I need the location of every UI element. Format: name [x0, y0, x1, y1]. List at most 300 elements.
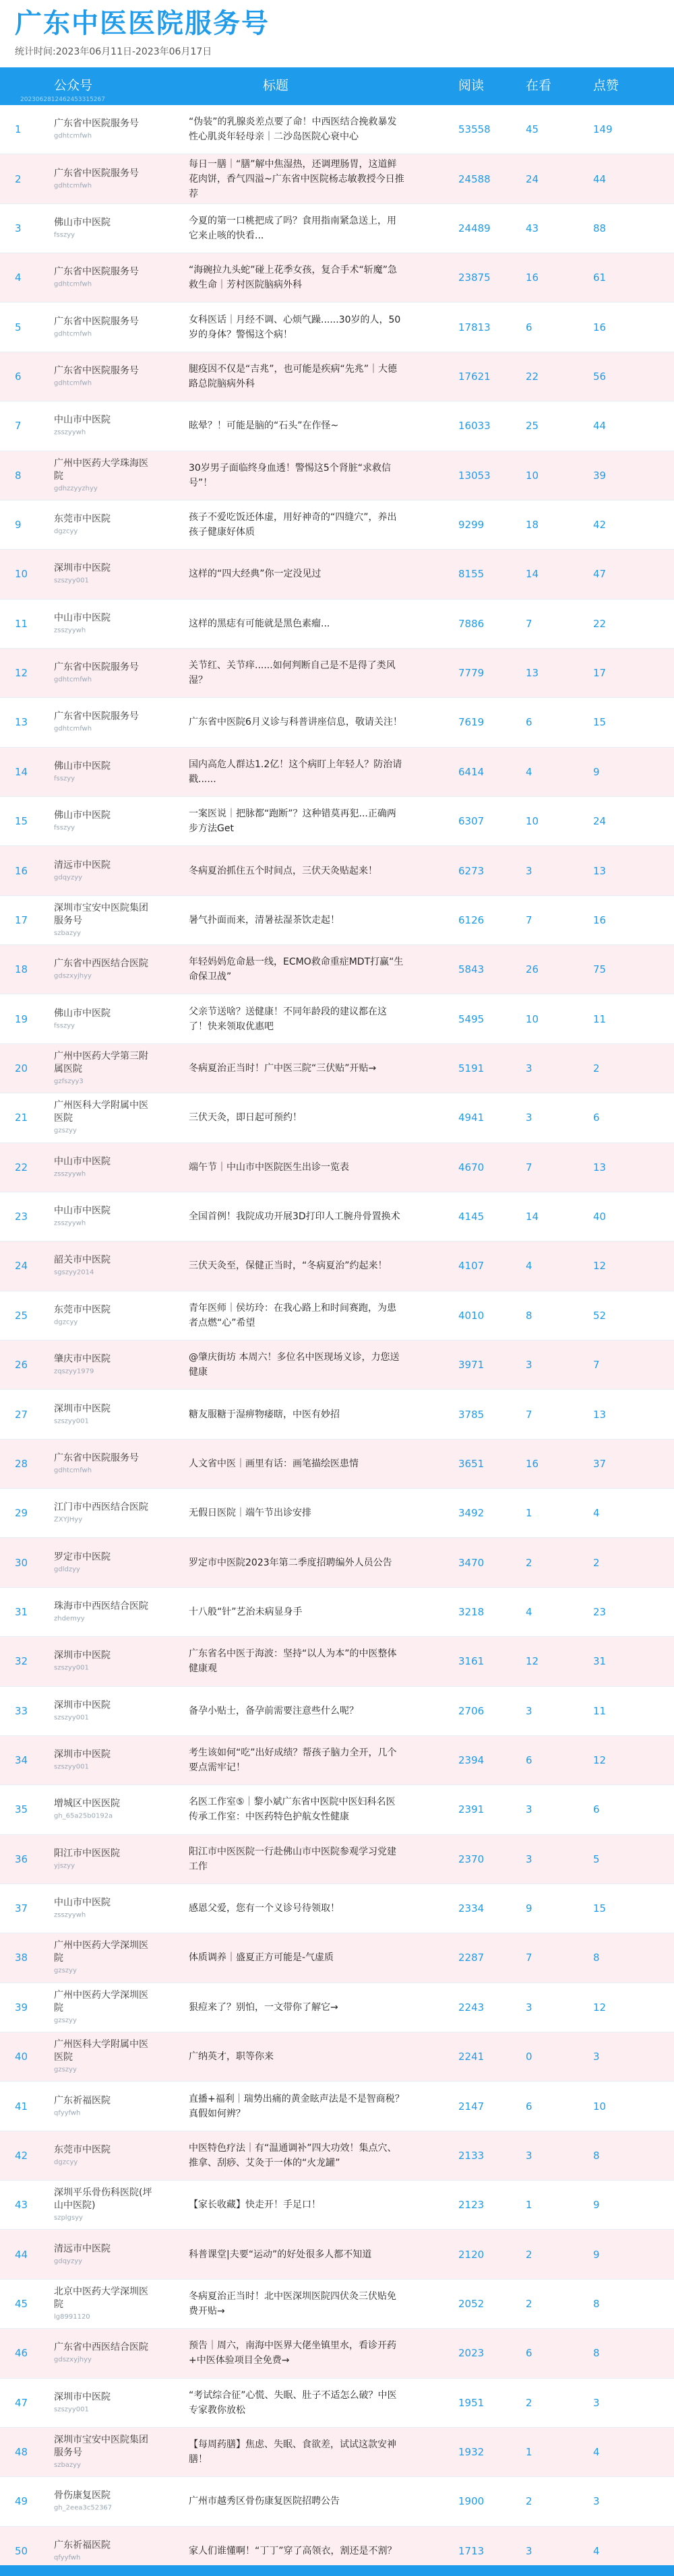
col-likes: 点赞: [593, 78, 619, 93]
account-name: 中山市中医院: [54, 1205, 111, 1217]
likes-count: 3: [593, 2495, 600, 2508]
account-cell: [54, 1155, 155, 1179]
rank-number: 34: [15, 1754, 28, 1767]
reads-count: 1713: [458, 2544, 485, 2557]
article-title: 家人们谁懂啊！“丁丁”穿了高领衣，割还是不割？: [189, 2545, 397, 2556]
account-name: 广东省中医院服务号: [54, 266, 139, 278]
reads-count: 5191: [458, 1062, 485, 1074]
rank-number: 19: [15, 1012, 28, 1025]
account-cell: [54, 315, 155, 339]
likes-count: 9: [593, 2248, 600, 2261]
table-row: [0, 1291, 674, 1341]
table-row: [0, 1489, 674, 1538]
table-row: [0, 2477, 674, 2526]
table-row: [0, 2428, 674, 2477]
account-name: 中山市中医院: [54, 1156, 111, 1167]
rank-number: 23: [15, 1211, 28, 1223]
article-title: 冬病夏治抓住五个时间点，三伏天灸贴起来！: [189, 865, 377, 876]
account-id: qfyyfwh: [54, 2554, 81, 2562]
zaikan-count: 9: [526, 1902, 532, 1915]
rank-number: 21: [15, 1112, 28, 1124]
rank-number: 25: [15, 1309, 28, 1322]
account-cell: [54, 118, 155, 141]
likes-count: 7: [593, 1359, 600, 1372]
rank-number: 3: [15, 222, 22, 234]
account-id: gdszxyjhyy: [54, 2356, 92, 2364]
table-row: [0, 253, 674, 302]
rank-number: 4: [15, 271, 22, 284]
rank-number: 11: [15, 617, 28, 630]
account-name: 深圳市宝安中医院集团服务号: [54, 2435, 148, 2459]
article-title: 孩子不爱吃饭还体虚，用好神奇的“四缝穴”，养出孩子健康好体质: [189, 512, 397, 538]
col-reads: 阅读: [458, 78, 485, 93]
table-row: [0, 550, 674, 599]
article-title: 青年医师｜侯坊玲：在我心路上和时间赛跑，为患者点燃“心”希望: [189, 1302, 396, 1328]
reads-count: 4010: [458, 1309, 485, 1322]
zaikan-count: 3: [526, 1803, 532, 1816]
likes-count: 52: [593, 1309, 607, 1322]
rank-number: 17: [15, 913, 28, 926]
account-cell: [54, 1939, 155, 1976]
reads-count: 7619: [458, 716, 485, 729]
account-cell: [54, 859, 155, 882]
rank-number: 5: [15, 321, 22, 333]
likes-count: 11: [593, 1704, 607, 1717]
account-cell: [54, 1303, 155, 1327]
table-row: [0, 352, 674, 401]
account-name: 广东省中西医结合医院: [54, 2342, 148, 2353]
article-title: @肇庆街坊 本周六！多位名中医现场义诊，力您送健康: [189, 1352, 400, 1378]
table-row: [0, 302, 674, 352]
zaikan-count: 7: [526, 617, 532, 630]
watermark-code: 2023062812462453315267: [20, 96, 105, 103]
zaikan-count: 7: [526, 1161, 532, 1173]
likes-count: 13: [593, 1161, 607, 1173]
account-cell: [54, 167, 155, 191]
zaikan-count: 26: [526, 963, 539, 976]
likes-count: 56: [593, 370, 607, 383]
zaikan-count: 6: [526, 716, 532, 729]
reads-count: 2243: [458, 2001, 485, 2014]
account-id: fsszyy: [54, 231, 75, 239]
article-title: 广州市越秀区骨伤康复医院招聘公告: [189, 2496, 340, 2507]
account-cell: [54, 513, 155, 537]
account-id: ZXYJHyy: [54, 1516, 83, 1524]
likes-count: 13: [593, 864, 607, 877]
account-name: 东莞市中医院: [54, 1304, 111, 1316]
table-body: [0, 105, 674, 2576]
col-zaikan: 在看: [526, 78, 552, 93]
account-id: gdhtcmfwh: [54, 676, 92, 684]
account-id: gh_2eea3c52367: [54, 2504, 113, 2512]
article-title: 广纳英才，职等你来: [189, 2051, 274, 2063]
account-cell: [54, 1403, 155, 1426]
likes-count: 4: [593, 2446, 600, 2459]
account-id: gdhtcmfwh: [54, 280, 92, 288]
reads-count: 3218: [458, 1605, 485, 1618]
reads-count: 2334: [458, 1902, 485, 1915]
account-name: 佛山市中医院: [54, 810, 111, 821]
zaikan-count: 22: [526, 370, 539, 383]
account-cell: [54, 662, 155, 685]
account-name: 广州中医药大学深圳医院: [54, 1940, 148, 1964]
table-row: [0, 401, 674, 451]
article-title: 【家长收藏】快走开！手足口！: [189, 2199, 321, 2211]
rank-number: 7: [15, 420, 22, 432]
article-title: 感恩父爱，您有一个义诊号待领取！: [189, 1903, 340, 1914]
account-name: 广州中医药大学第三附属医院: [54, 1051, 148, 1074]
zaikan-count: 6: [526, 2100, 532, 2113]
zaikan-count: 24: [526, 172, 539, 185]
likes-count: 9: [593, 2199, 600, 2212]
likes-count: 9: [593, 765, 600, 778]
zaikan-count: 6: [526, 2347, 532, 2360]
reads-count: 2394: [458, 1754, 485, 1767]
account-cell: [54, 1749, 155, 1772]
article-title: “伪装”的乳腺炎差点要了命！中西医结合挽救暴发性心肌炎年轻母亲｜二沙岛医院心衰中心: [189, 117, 397, 143]
rank-number: 22: [15, 1161, 28, 1173]
account-name: 中山市中医院: [54, 1897, 111, 1908]
account-cell: [54, 1007, 155, 1031]
table-row: [0, 698, 674, 747]
rank-number: 46: [15, 2347, 28, 2360]
reads-count: 6126: [458, 913, 485, 926]
account-name: 广东省中医院服务号: [54, 711, 139, 722]
account-id: gdhtcmfwh: [54, 379, 92, 387]
likes-count: 10: [593, 2100, 607, 2113]
account-cell: [54, 562, 155, 586]
table-header: [0, 67, 674, 105]
account-name: 北京中医药大学深圳医院: [54, 2286, 148, 2310]
account-id: szszyy001: [54, 1763, 89, 1771]
article-title: 女科医话｜月经不调、心烦气躁......30岁的人，50岁的身体？警惕这个病！: [189, 314, 401, 340]
likes-count: 149: [593, 123, 613, 136]
reads-count: 2370: [458, 1853, 485, 1865]
account-cell: [54, 2187, 155, 2223]
reads-count: 8155: [458, 568, 485, 581]
account-id: zsszyywh: [54, 1170, 86, 1178]
account-cell: [54, 2539, 155, 2563]
likes-count: 15: [593, 716, 607, 729]
account-cell: [54, 1502, 155, 1525]
article-title: 科普课堂|夫要“运动”的好处很多人都不知道: [189, 2249, 372, 2260]
rank-number: 42: [15, 2149, 28, 2162]
article-title: 关节红、关节痒......如何判断自己是不是得了类风湿？: [189, 660, 396, 686]
reads-count: 3785: [458, 1408, 485, 1421]
likes-count: 61: [593, 271, 607, 284]
reads-count: 4941: [458, 1112, 485, 1124]
account-name: 广东省中西医结合医院: [54, 958, 148, 969]
likes-count: 12: [593, 1260, 607, 1273]
article-title: 中医特色疗法｜有“温通调补”四大功效！集点穴、推拿、刮痧、艾灸于一体的“火龙罐”: [189, 2142, 397, 2168]
account-id: zsszyywh: [54, 428, 86, 437]
account-cell: [54, 902, 155, 938]
rank-number: 50: [15, 2544, 28, 2557]
table-row: [0, 1983, 674, 2032]
table-row: [0, 1341, 674, 1390]
likes-count: 3: [593, 2396, 600, 2409]
zaikan-count: 3: [526, 1704, 532, 1717]
article-title: 全国首例！我院成功开展3D打印人工腕舟骨置换术: [189, 1211, 400, 1223]
table-row: [0, 1835, 674, 1884]
article-title: 广东省中医院6月义诊与科普讲座信息，敬请关注！: [189, 717, 402, 728]
col-account: 公众号: [54, 78, 93, 93]
ranking-table: [0, 67, 674, 2576]
account-name: 江门市中西医结合医院: [54, 1502, 148, 1513]
article-title: 阳江市中医医院一行赴佛山市中医院参观学习党建工作: [189, 1846, 396, 1872]
account-name: 增城区中医医院: [54, 1798, 120, 1809]
rank-number: 28: [15, 1457, 28, 1470]
rank-number: 2: [15, 172, 22, 185]
article-title: 十八般“针”艺治未病显身手: [189, 1606, 303, 1617]
account-id: gzszyy: [54, 1127, 77, 1135]
zaikan-count: 45: [526, 123, 539, 136]
reads-count: 5495: [458, 1012, 485, 1025]
account-name: 罗定市中医院: [54, 1551, 111, 1563]
article-title: 这样的黑痣有可能就是黑色素瘤...: [189, 618, 330, 629]
table-row: [0, 1736, 674, 1785]
zaikan-count: 2: [526, 2396, 532, 2409]
account-id: szplgsyy: [54, 2214, 83, 2222]
article-title: 国内高危人群达1.2亿！这个病盯上年轻人？防治请戳......: [189, 759, 402, 785]
rank-number: 26: [15, 1359, 28, 1372]
article-title: 一案医说｜把脉都“跑断”？这种错莫再犯...正确两步方法Get: [189, 808, 396, 835]
likes-count: 8: [593, 1952, 600, 1964]
rank-number: 29: [15, 1507, 28, 1520]
account-name: 韶关市中医院: [54, 1254, 111, 1266]
account-name: 清远市中医院: [54, 860, 111, 871]
account-cell: [54, 457, 155, 494]
account-cell: [54, 2243, 155, 2266]
account-name: 东莞市中医院: [54, 2144, 111, 2156]
account-cell: [54, 2144, 155, 2167]
article-title: 预告｜周六，南海中医界大佬坐镇里水，看诊开药+中医体验项目全免费→: [189, 2340, 396, 2366]
article-title: 暑气扑面而来，清暑祛湿茶饮走起！: [189, 914, 340, 926]
account-id: gdqyzyy: [54, 2257, 83, 2265]
reads-count: 2133: [458, 2149, 485, 2162]
zaikan-count: 4: [526, 1605, 532, 1618]
likes-count: 15: [593, 1902, 607, 1915]
reads-count: 6273: [458, 864, 485, 877]
footer-bar: [0, 2565, 674, 2576]
article-title: 眩晕？！可能是脑的“石头”在作怪~: [189, 420, 339, 432]
account-cell: [54, 1847, 155, 1871]
zaikan-count: 6: [526, 1754, 532, 1767]
table-row: [0, 2379, 674, 2428]
table-row: [0, 2082, 674, 2131]
rank-number: 32: [15, 1655, 28, 1668]
table-row: [0, 945, 674, 994]
likes-count: 24: [593, 815, 607, 828]
account-cell: [54, 1798, 155, 1822]
reads-count: 5843: [458, 963, 485, 976]
account-name: 广东祈福医院: [54, 2095, 111, 2106]
reads-count: 2706: [458, 1704, 485, 1717]
zaikan-count: 10: [526, 1012, 539, 1025]
article-title: “海碗拉九头蛇”碰上花季女孩，复合手术“斩魔”急救生命｜芳村医院脑病外科: [189, 265, 398, 291]
table-row: [0, 154, 674, 203]
likes-count: 16: [593, 913, 607, 926]
table-row: [0, 2181, 674, 2230]
account-id: gzszyy: [54, 2016, 77, 2024]
article-title: 腿疫因不仅是“吉兆”，也可能是疾病“先兆”｜大德路总院脑病外科: [189, 363, 398, 389]
account-id: gzfszyy3: [54, 1078, 84, 1085]
account-id: zsszyywh: [54, 1219, 86, 1227]
account-id: szbazyy: [54, 2461, 82, 2470]
account-id: yjszyy: [54, 1862, 75, 1870]
reads-count: 16033: [458, 420, 491, 432]
zaikan-count: 1: [526, 2446, 532, 2459]
likes-count: 42: [593, 519, 607, 532]
table-row: [0, 501, 674, 550]
rank-number: 37: [15, 1902, 28, 1915]
account-cell: [54, 266, 155, 290]
zaikan-count: 8: [526, 1309, 532, 1322]
rank-number: 30: [15, 1556, 28, 1569]
rank-number: 43: [15, 2199, 28, 2212]
table-row: [0, 105, 674, 154]
account-cell: [54, 1050, 155, 1087]
article-title: 父亲节送啥？送健康！不同年龄段的建议都在这了！快来领取优惠吧: [189, 1006, 387, 1032]
account-name: 骨伤康复医院: [54, 2490, 111, 2501]
account-id: szszyy001: [54, 1664, 89, 1672]
account-id: gzszyy: [54, 2066, 77, 2074]
account-cell: [54, 1452, 155, 1475]
table-row: [0, 600, 674, 649]
likes-count: 22: [593, 617, 607, 630]
account-id: szszyy001: [54, 1417, 89, 1425]
rank-number: 31: [15, 1605, 28, 1618]
zaikan-count: 14: [526, 568, 539, 581]
stat-period: 统计时间:2023年06月11日-2023年06月17日: [15, 46, 212, 57]
reads-count: 2147: [458, 2100, 485, 2113]
account-id: fsszyy: [54, 1022, 75, 1030]
account-cell: [54, 364, 155, 388]
table-row: [0, 1933, 674, 1983]
account-name: 深圳市中医院: [54, 1700, 111, 1711]
account-cell: [54, 711, 155, 734]
account-id: szszyy001: [54, 1714, 89, 1722]
table-row: [0, 1192, 674, 1242]
rank-number: 39: [15, 2001, 28, 2014]
likes-count: 3: [593, 2051, 600, 2063]
account-cell: [54, 1551, 155, 1574]
account-id: szbazyy: [54, 929, 82, 937]
account-name: 广东省中医院服务号: [54, 118, 139, 129]
likes-count: 4: [593, 1507, 600, 1520]
rank-number: 36: [15, 1853, 28, 1865]
likes-count: 2: [593, 1062, 600, 1074]
likes-count: 44: [593, 420, 607, 432]
rank-number: 12: [15, 667, 28, 680]
account-id: dgzcyy: [54, 527, 78, 536]
table-row: [0, 1242, 674, 1291]
account-name: 深圳市中医院: [54, 562, 111, 574]
account-name: 深圳市中医院: [54, 1650, 111, 1661]
account-cell: [54, 414, 155, 438]
account-cell: [54, 612, 155, 635]
account-id: zsszyywh: [54, 626, 86, 635]
reads-count: 1900: [458, 2495, 485, 2508]
zaikan-count: 3: [526, 2544, 532, 2557]
zaikan-count: 16: [526, 271, 539, 284]
reads-count: 6414: [458, 765, 485, 778]
rank-number: 18: [15, 963, 28, 976]
zaikan-count: 16: [526, 1457, 539, 1470]
account-id: szszyy001: [54, 577, 89, 585]
account-cell: [54, 1699, 155, 1722]
likes-count: 40: [593, 1211, 607, 1223]
zaikan-count: 3: [526, 1853, 532, 1865]
account-name: 广东省中医院服务号: [54, 1452, 139, 1464]
reads-count: 13053: [458, 469, 491, 482]
rank-number: 16: [15, 864, 28, 877]
article-title: 备孕小贴士，备孕前需要注意些什么呢？: [189, 1705, 359, 1716]
table-row: [0, 2032, 674, 2082]
account-id: gdhtcmfwh: [54, 182, 92, 190]
table-row: [0, 2131, 674, 2181]
article-title: “考试综合征”心慌、失眠、肚子不适怎么破？中医专家教你放松: [189, 2389, 397, 2416]
likes-count: 88: [593, 222, 607, 234]
zaikan-count: 4: [526, 1260, 532, 1273]
zaikan-count: 10: [526, 469, 539, 482]
table-row: [0, 896, 674, 945]
reads-count: 24588: [458, 172, 491, 185]
table-row: [0, 1044, 674, 1093]
account-id: gzszyy: [54, 1967, 77, 1975]
account-name: 深圳市中医院: [54, 1749, 111, 1760]
reads-count: 3971: [458, 1359, 485, 1372]
article-title: 年轻妈妈危命悬一线，ECMO救命重症MDT打赢“生命保卫战”: [189, 957, 404, 983]
rank-number: 9: [15, 519, 22, 532]
account-id: gdqyzyy: [54, 874, 83, 882]
account-cell: [54, 1205, 155, 1229]
likes-count: 6: [593, 1112, 600, 1124]
likes-count: 13: [593, 1408, 607, 1421]
account-id: zhdemyy: [54, 1615, 85, 1623]
account-name: 广州中医药大学深圳医院: [54, 1989, 148, 2014]
reads-count: 17621: [458, 370, 491, 383]
account-cell: [54, 1254, 155, 1278]
article-title: 30岁男子面临终身血透！警惕这5个肾脏“求救信号”！: [189, 462, 391, 488]
page-title: 广东中医医院服务号: [15, 8, 270, 39]
zaikan-count: 7: [526, 1408, 532, 1421]
rank-number: 1: [15, 123, 22, 136]
account-id: sgszyy2014: [54, 1268, 94, 1277]
table-row: [0, 1093, 674, 1142]
rank-number: 48: [15, 2446, 28, 2459]
article-title: 直播+福利｜瑞势出痛的黄金眩声法是不是智商税？真假如何辨？: [189, 2093, 404, 2119]
likes-count: 8: [593, 2347, 600, 2360]
account-name: 广州医科大学附属中医医院: [54, 2039, 148, 2063]
account-id: zqszyy1979: [54, 1367, 94, 1376]
zaikan-count: 3: [526, 864, 532, 877]
rank-number: 35: [15, 1803, 28, 1816]
account-id: gdhtcmfwh: [54, 132, 92, 140]
account-name: 中山市中医院: [54, 612, 111, 624]
account-name: 深圳市中医院: [54, 2391, 111, 2403]
table-row: [0, 748, 674, 797]
account-id: lg8991120: [54, 2313, 90, 2321]
likes-count: 17: [593, 667, 607, 680]
account-cell: [54, 216, 155, 240]
likes-count: 11: [593, 1012, 607, 1025]
likes-count: 5: [593, 1853, 600, 1865]
article-title: 名医工作室⑤｜黎小斌广东省中医院中医妇科名医传承工作室：中医药特色护航女性健康: [189, 1797, 396, 1823]
account-cell: [54, 2094, 155, 2118]
table-row: [0, 451, 674, 501]
article-title: 三伏天灸，即日起可预约！: [189, 1112, 302, 1124]
